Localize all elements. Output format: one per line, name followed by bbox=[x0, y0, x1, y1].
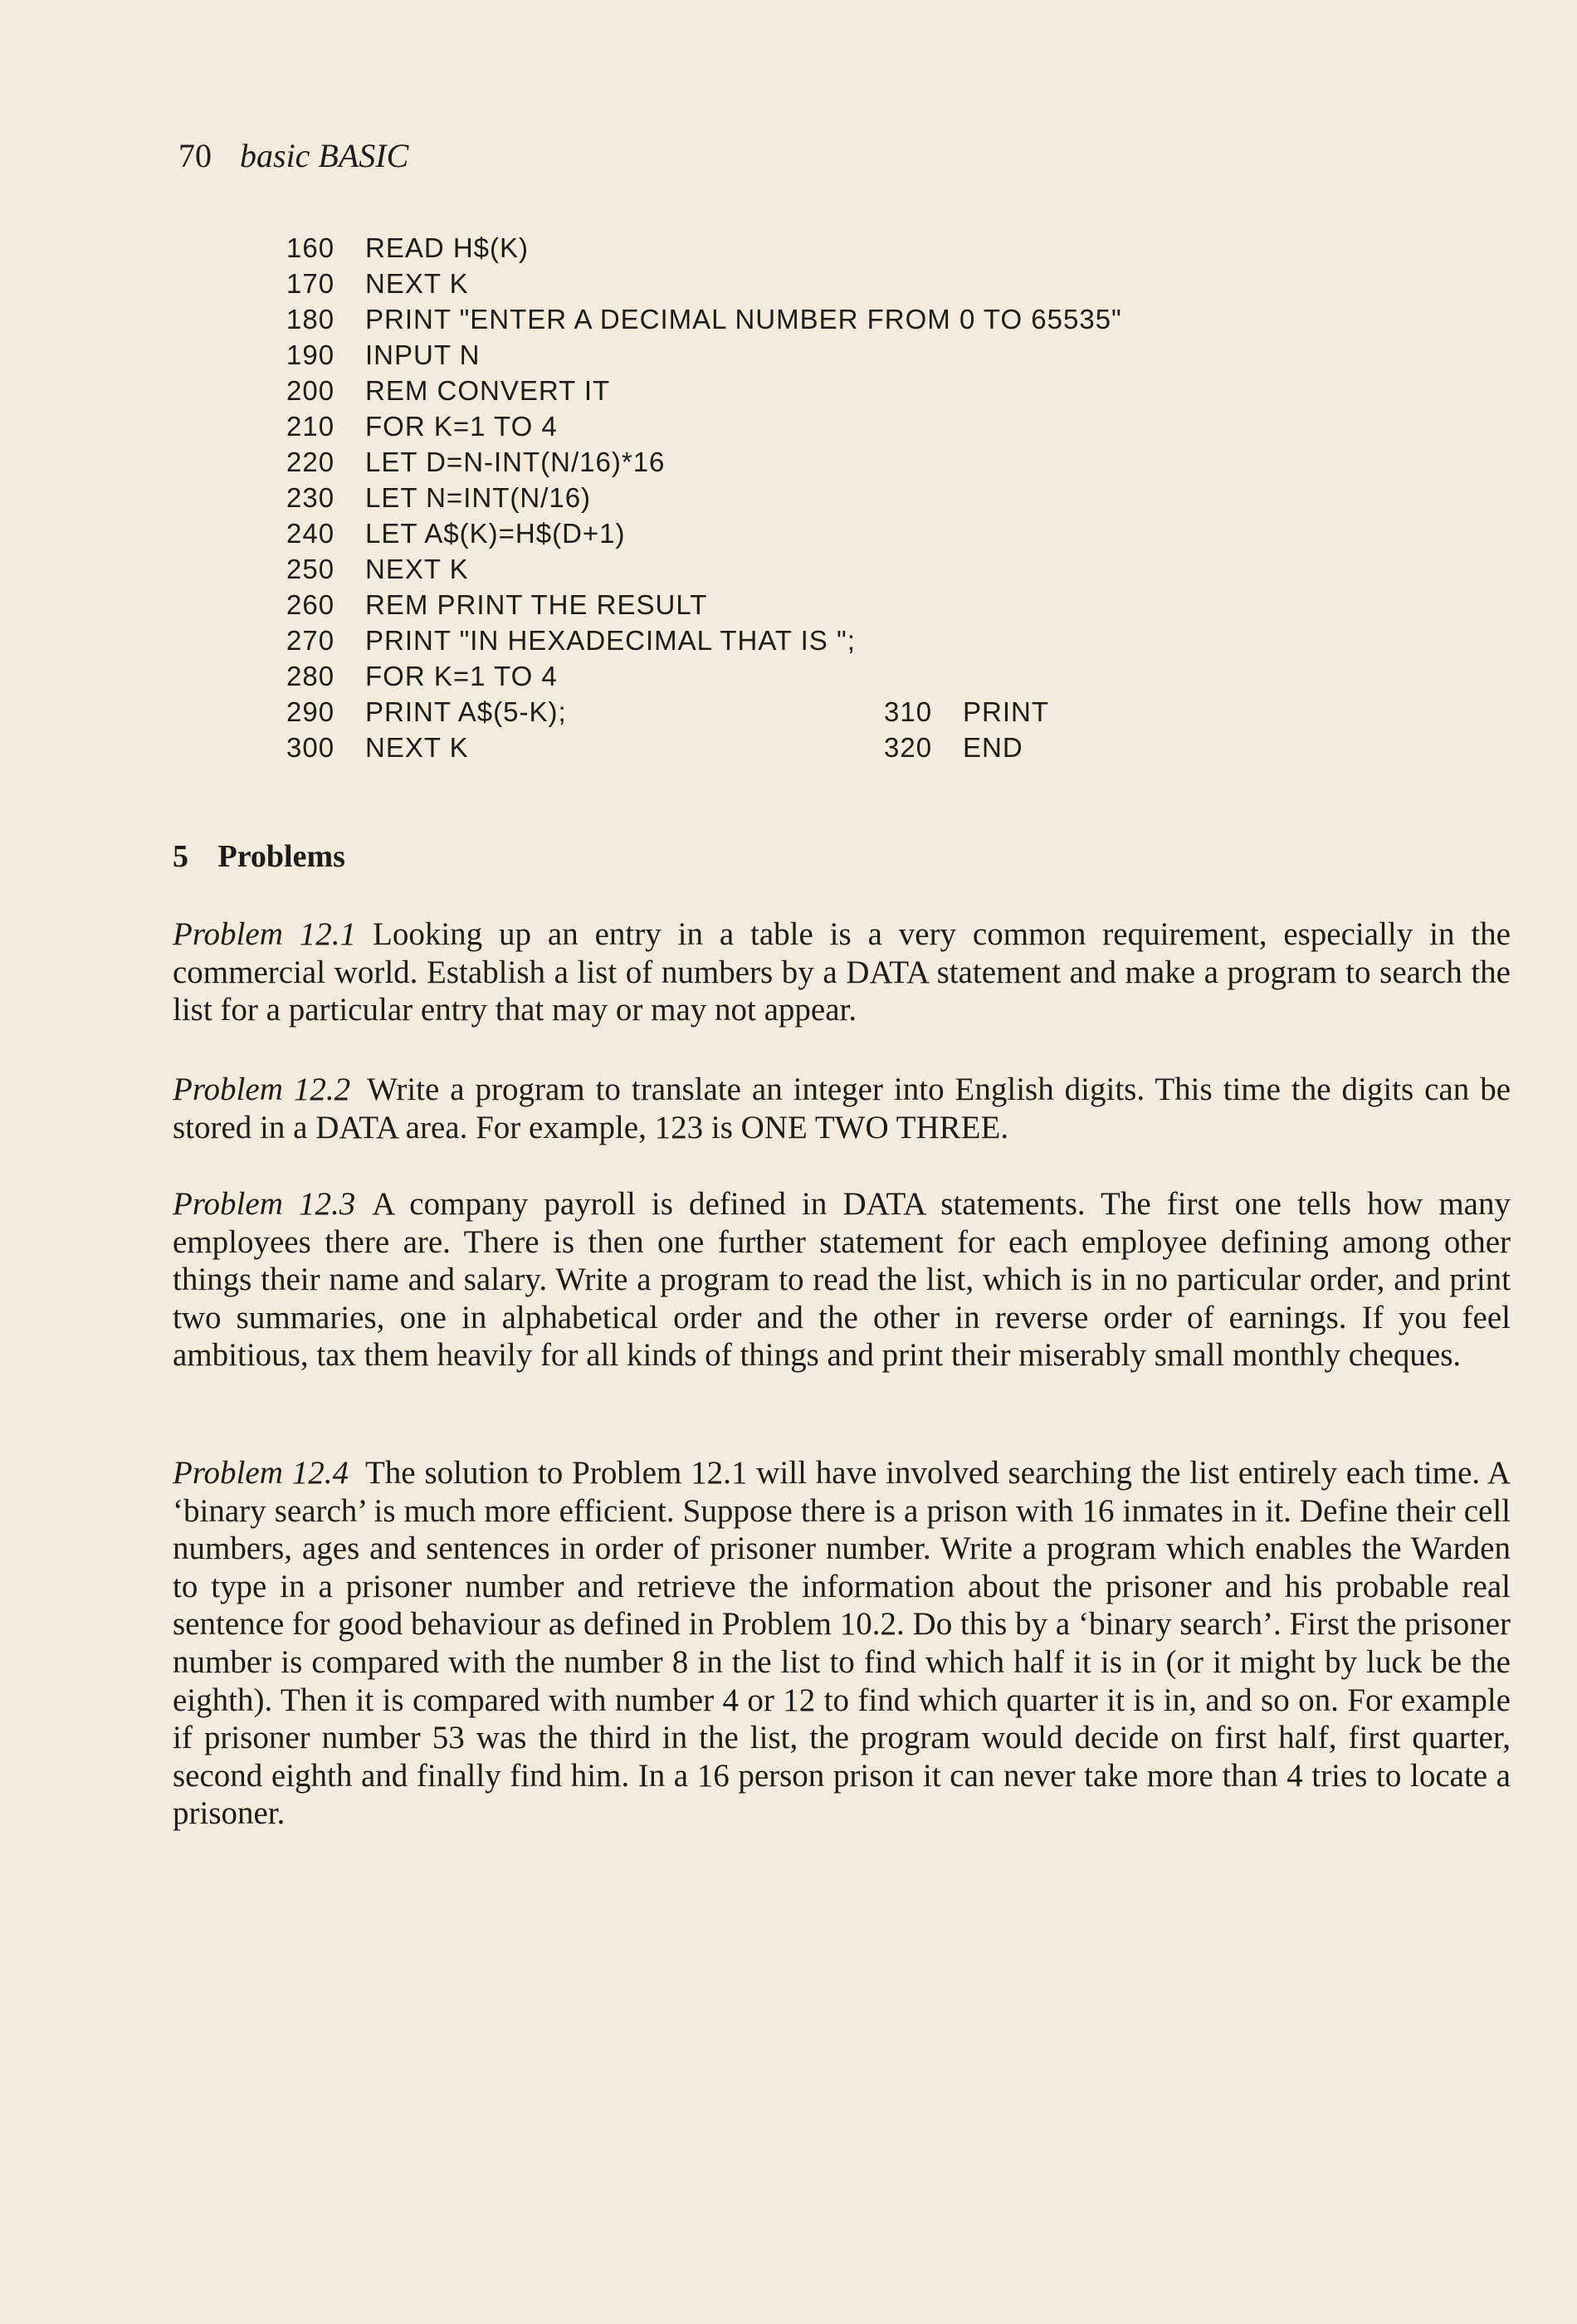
code-line bbox=[286, 730, 1490, 765]
statement: PRINT bbox=[963, 696, 1049, 727]
code-line bbox=[286, 551, 1490, 587]
code-line bbox=[286, 337, 1490, 373]
line-number: 230 bbox=[286, 482, 335, 513]
problem-paragraph bbox=[173, 1071, 1511, 1146]
problem-paragraph bbox=[173, 1185, 1511, 1374]
statement: NEXT K bbox=[365, 268, 469, 299]
statement: FOR K=1 TO 4 bbox=[365, 411, 558, 442]
line-number: 300 bbox=[286, 732, 335, 763]
statement: PRINT "ENTER A DECIMAL NUMBER FROM 0 TO 65535" bbox=[365, 304, 1122, 334]
statement: READ H$(K) bbox=[365, 232, 530, 263]
problem-text: The solution to Problem 12.1 will have involved searching the list entirely each time. A ‘binary search’ is much more efficient. Suppose there is a prison with 16 inmates in it. Define their cell numbers, ages and sentences in order of prisoner number. Write a program which enables the Warden to type in a prisoner number and retrieve the information about the prisoner and his probable real sentence for good behaviour as defined in Problem 10.2. Do this by a ‘binary search’. First the prisoner number is compared with the number 8 in the list to find which half it is in (or it might by luck be the eighth). Then it is compared with number 4 or 12 to find which quarter it is in, and so on. For example if prisoner number 53 was the third in the list, the program would decide on first half, first quarter, second eighth and finally find him. In a 16 person prison it can never take more than 4 tries to locate a prisoner. bbox=[173, 1455, 1511, 1832]
line-number: 190 bbox=[286, 339, 335, 370]
statement: FOR K=1 TO 4 bbox=[365, 661, 558, 691]
statement: LET D=N-INT(N/16)*16 bbox=[365, 447, 666, 477]
code-line bbox=[286, 694, 1490, 730]
statement: NEXT K bbox=[365, 732, 469, 763]
problem-label: Problem 12.3 bbox=[173, 1186, 356, 1222]
statement: LET A$(K)=H$(D+1) bbox=[365, 518, 626, 549]
code-line bbox=[286, 622, 1490, 658]
line-number: 290 bbox=[286, 696, 335, 727]
code-line bbox=[286, 658, 1490, 694]
running-head bbox=[178, 131, 408, 181]
line-number: 180 bbox=[286, 304, 335, 334]
page-number: 70 bbox=[178, 137, 212, 174]
line-number: 270 bbox=[286, 625, 335, 656]
second-column-statement bbox=[884, 694, 1049, 730]
statement: REM PRINT THE RESULT bbox=[365, 589, 708, 620]
section-heading bbox=[173, 833, 345, 880]
code-line bbox=[286, 480, 1490, 515]
problem-label: Problem 12.1 bbox=[173, 916, 356, 952]
statement: NEXT K bbox=[365, 554, 469, 584]
line-number: 210 bbox=[286, 411, 335, 442]
line-number: 160 bbox=[286, 232, 335, 263]
section-title: Problems bbox=[217, 839, 345, 874]
problem-paragraph bbox=[173, 1454, 1511, 1833]
line-number: 260 bbox=[286, 589, 335, 620]
line-number: 170 bbox=[286, 268, 335, 299]
code-listing bbox=[286, 230, 1490, 765]
statement: PRINT "IN HEXADECIMAL THAT IS "; bbox=[365, 625, 856, 656]
second-column-statement bbox=[884, 730, 1023, 765]
line-number: 240 bbox=[286, 518, 335, 549]
problem-label: Problem 12.2 bbox=[173, 1072, 351, 1107]
line-number: 250 bbox=[286, 554, 335, 584]
line-number: 200 bbox=[286, 375, 335, 406]
problem-text: A company payroll is defined in DATA statements. The first one tells how many employees there are. There is then one further statement for each employee defining among other things their name and salary. Write a program to read the list, which is in no particular order, and print two summaries, one in alphabetical order and the other in reverse order of earnings. If you feel ambitious, tax them heavily for all kinds of things and print their miserably small monthly cheques. bbox=[173, 1186, 1511, 1374]
line-number: 220 bbox=[286, 447, 335, 477]
statement: REM CONVERT IT bbox=[365, 375, 611, 406]
code-line bbox=[286, 230, 1490, 266]
problem-text: Looking up an entry in a table is a very common requirement, especially in the commercial world. Establish a list of numbers by a DATA statement and make a program to search the list for a particular entry that may or may not appear. bbox=[173, 916, 1511, 1028]
code-line bbox=[286, 301, 1490, 337]
code-line bbox=[286, 515, 1490, 551]
code-line bbox=[286, 266, 1490, 301]
statement: INPUT N bbox=[365, 339, 481, 370]
code-line bbox=[286, 444, 1490, 480]
problem-text: Write a program to translate an integer into English digits. This time the digits can be stored in a DATA area. For example, 123 is ONE TWO THREE. bbox=[173, 1072, 1511, 1145]
problem-paragraph bbox=[173, 915, 1511, 1029]
book-title: basic BASIC bbox=[240, 137, 409, 174]
line-number: 310 bbox=[884, 696, 933, 727]
statement: PRINT A$(5-K); bbox=[365, 696, 567, 727]
line-number: 280 bbox=[286, 661, 335, 691]
code-line bbox=[286, 587, 1490, 622]
statement: END bbox=[963, 732, 1023, 763]
code-line bbox=[286, 408, 1490, 444]
statement: LET N=INT(N/16) bbox=[365, 482, 592, 513]
problem-label: Problem 12.4 bbox=[173, 1455, 349, 1491]
code-line bbox=[286, 373, 1490, 408]
line-number: 320 bbox=[884, 732, 933, 763]
section-number: 5 bbox=[173, 839, 188, 874]
